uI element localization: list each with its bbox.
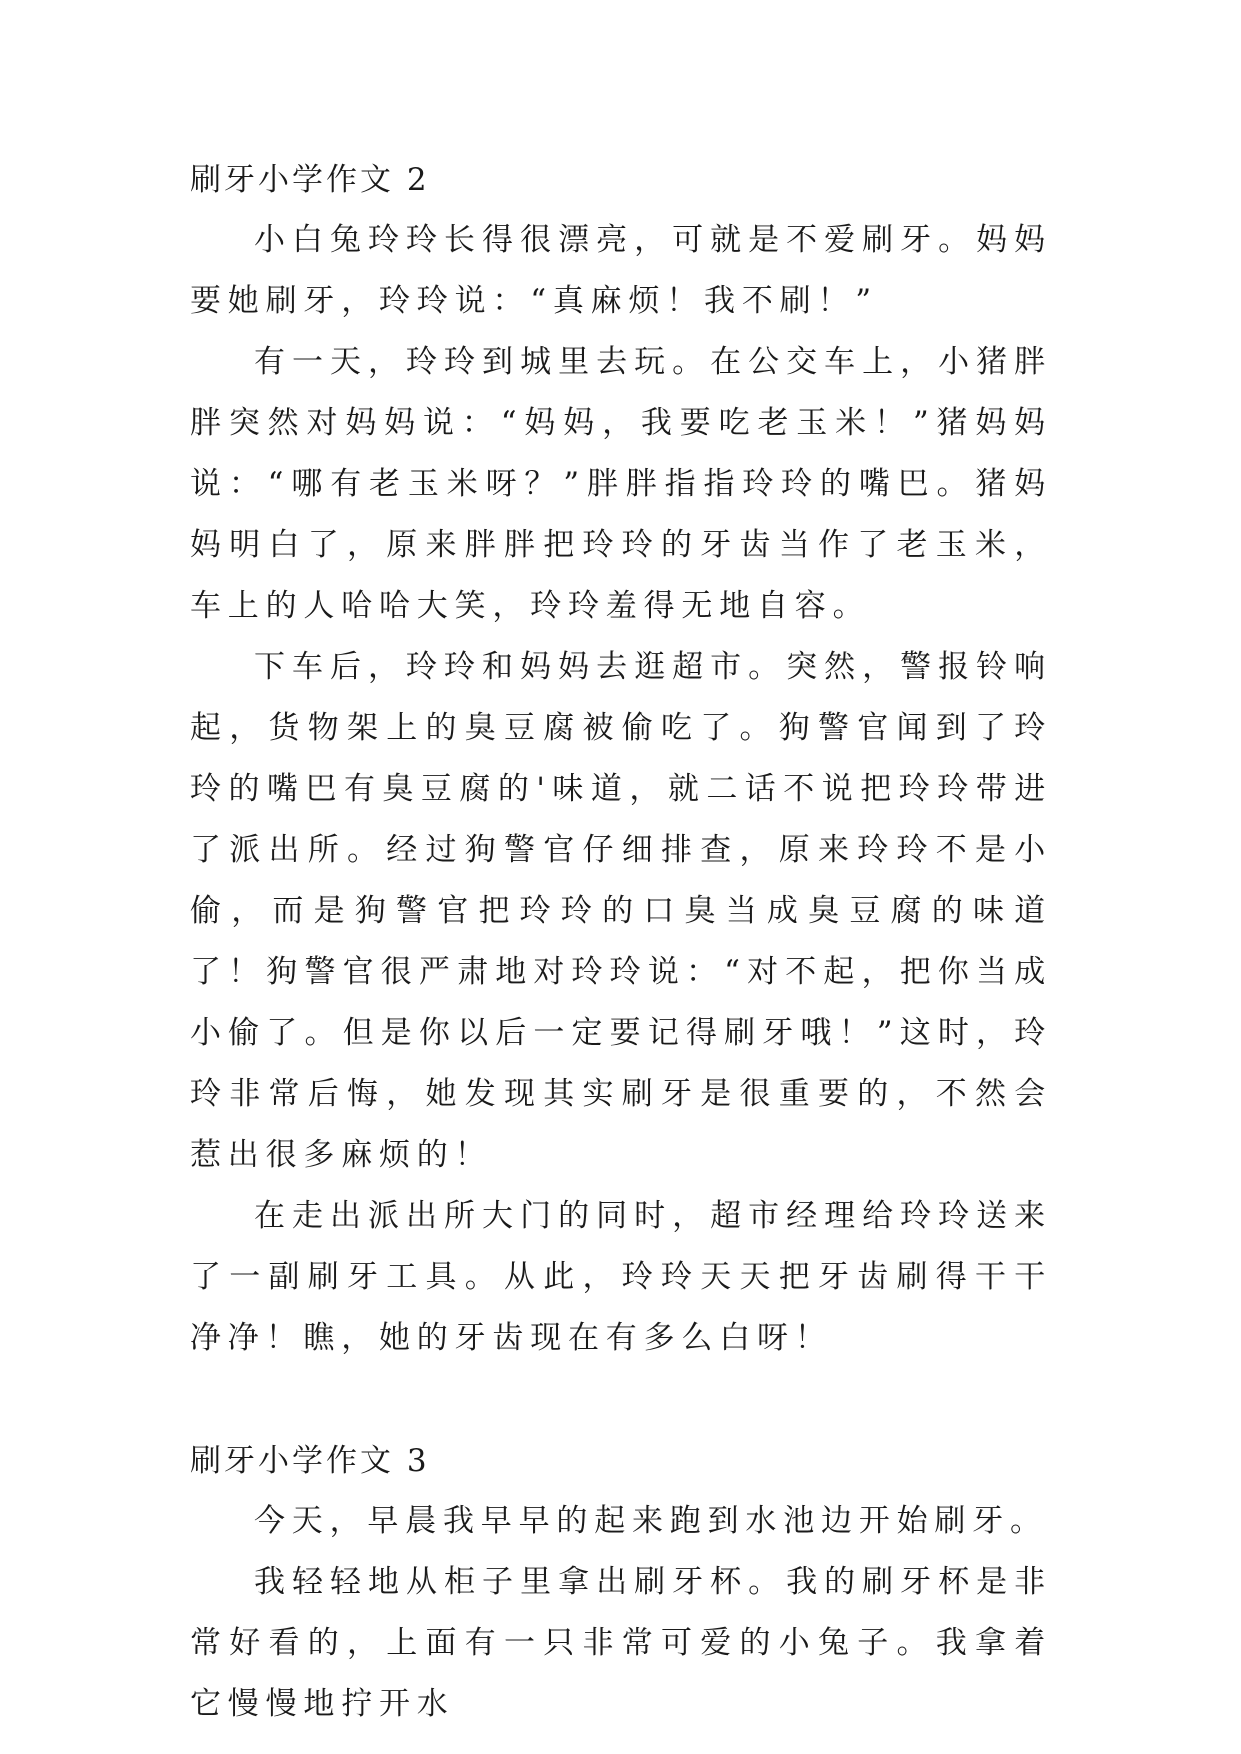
essay-section-2: [190, 150, 1052, 1369]
section-title: 刷牙小学作文 3: [190, 1443, 430, 1479]
paragraph: 小白兔玲玲长得很漂亮，可就是不爱刷牙。妈妈要她刷牙，玲玲说：“真麻烦！我不刷！”: [190, 222, 1052, 319]
paragraph: 有一天，玲玲到城里去玩。在公交车上，小猪胖胖突然对妈妈说：“妈妈，我要吃老玉米！”猪妈妈说：“哪有老玉米呀？”胖胖指指玲玲的嘴巴。猪妈妈明白了，原来胖胖把玲玲的牙齿当作了老玉米，车上的人哈哈大笑，玲玲羞得无地自容。: [190, 344, 1052, 624]
document-body: [190, 150, 1052, 1735]
paragraph: 下车后，玲玲和妈妈去逛超市。突然，警报铃响起，货物架上的臭豆腐被偷吃了。狗警官闻到了玲玲的嘴巴有臭豆腐的'味道，就二话不说把玲玲带进了派出所。经过狗警官仔细排查，原来玲玲不是小偷，而是狗警官把玲玲的口臭当成臭豆腐的味道了！狗警官很严肃地对玲玲说：“对不起，把你当成小偷了。但是你以后一定要记得刷牙哦！”这时，玲玲非常后悔，她发现其实刷牙是很重要的，不然会惹出很多麻烦的！: [190, 649, 1052, 1173]
paragraph: 今天，早晨我早早的起来跑到水池边开始刷牙。: [254, 1503, 1048, 1539]
paragraph: 我轻轻地从柜子里拿出刷牙杯。我的刷牙杯是非常好看的，上面有一只非常可爱的小兔子。我拿着它慢慢地拧开水: [190, 1564, 1052, 1722]
section-spacer: [190, 1369, 1052, 1431]
essay-section-3: [190, 1431, 1052, 1735]
paragraph: 在走出派出所大门的同时，超市经理给玲玲送来了一副刷牙工具。从此，玲玲天天把牙齿刷得干干净净！瞧，她的牙齿现在有多么白呀！: [190, 1198, 1052, 1356]
section-title: 刷牙小学作文 2: [190, 162, 430, 198]
